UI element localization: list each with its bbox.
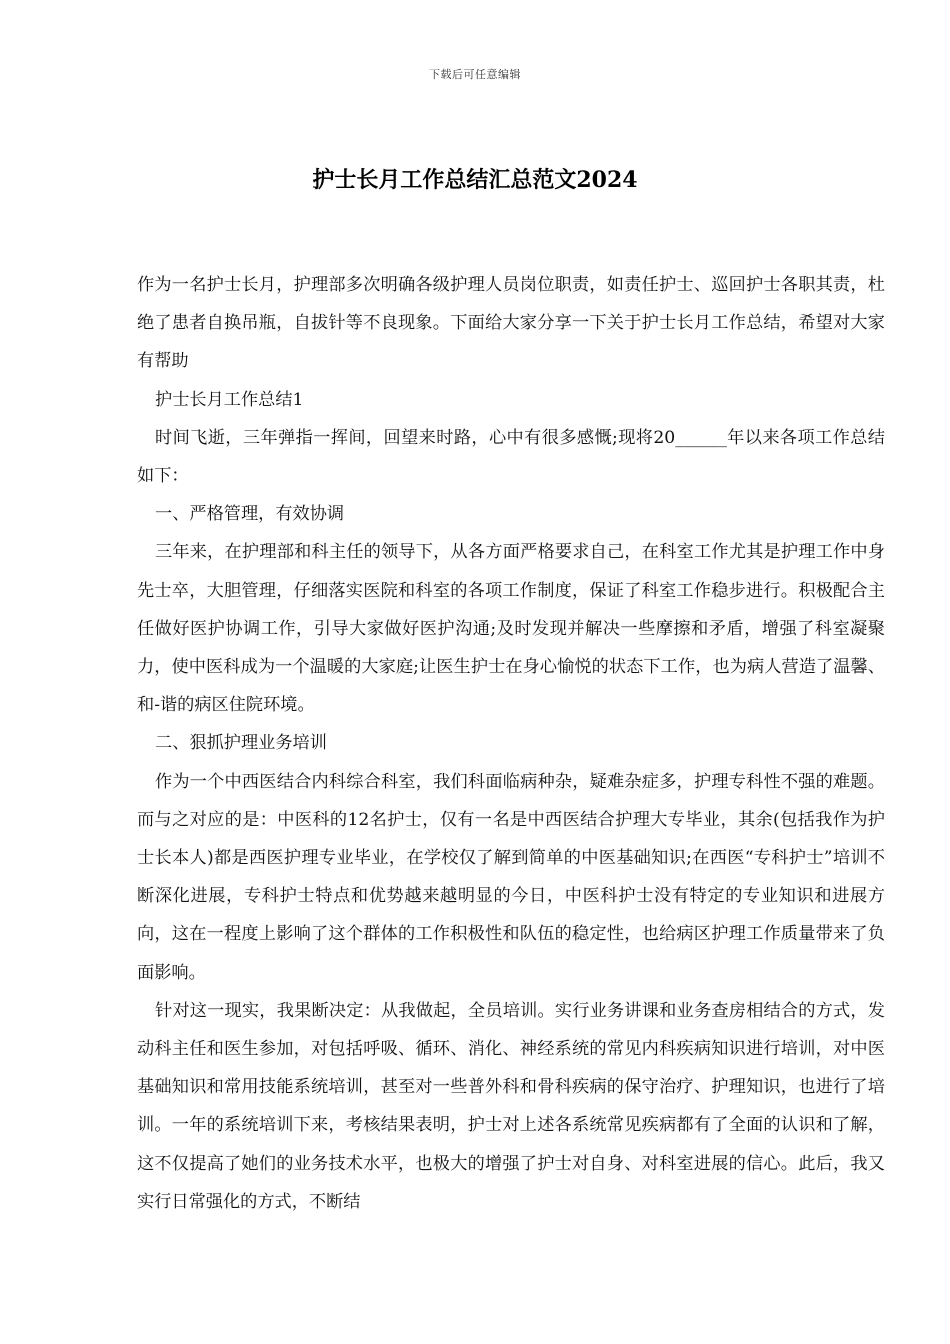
body-paragraph: 三年来，在护理部和科主任的领导下，从各方面严格要求自己，在科室工作尤其是护理工作中身先士卒，大胆管理，仔细落实医院和科室的各项工作制度，保证了科室工作稳步进行。积极配合主任做好医护协调工作，引导大家做好医护沟通;及时发现并解决一些摩擦和矛盾，增强了科室凝聚力，使中医科成为一个温暖的大家庭;让医生护士在身心愉悦的状态下工作，也为病人营造了温馨、和-谐的病区住院环境。 <box>137 542 885 716</box>
section-heading: 护士长月工作总结1 <box>155 389 304 410</box>
body-paragraph: 针对这一现实，我果断决定：从我做起，全员培训。实行业务讲课和业务查房相结合的方式，发动科主任和医生参加，对包括呼吸、循环、消化、神经系统的常见内科疾病知识进行培训，对中医基础知识和常用技能系统培训，甚至对一些普外科和骨科疾病的保守治疗、护理知识，也进行了培训。一年的系统培训下来，考核结果表明，护士对上述各系统常见疾病都有了全面的认识和了解，这不仅提高了她们的业务技术水平，也极大的增强了护士对自身、对科室进展的信心。此后，我又实行日常强化的方式，不断结 <box>137 1000 885 1212</box>
document-title: 护士长月工作总结汇总范文2024 <box>312 167 638 193</box>
subsection-heading: 一、严格管理，有效协调 <box>155 504 345 525</box>
header-note: 下载后可任意编辑 <box>429 68 521 81</box>
body-paragraph: 时间飞逝，三年弹指一挥间，回望来时路，心中有很多感慨;现将20______年以来各项工作总结如下： <box>137 427 885 487</box>
body-paragraph: 作为一个中西医结合内科综合科室，我们科面临病种杂，疑难杂症多，护理专科性不强的难题。而与之对应的是：中医科的12名护士，仅有一名是中西医结合护理大专毕业，其余(包括我作为护士长本人)都是西医护理专业毕业，在学校仅了解到简单的中医基础知识;在西医“专科护士”培训不断深化进展，专科护士特点和优势越来越明显的今日，中医科护士没有特定的专业知识和进展方向，这在一程度上影响了这个群体的工作积极性和队伍的稳定性，也给病区护理工作质量带来了负面影响。 <box>137 771 885 983</box>
intro-paragraph: 作为一名护士长月，护理部多次明确各级护理人员岗位职责，如责任护士、巡回护士各职其责，杜绝了患者自换吊瓶，自拔针等不良现象。下面给大家分享一下关于护士长月工作总结，希望对大家有帮助 <box>137 275 885 372</box>
subsection-heading: 二、狠抓护理业务培训 <box>155 733 327 754</box>
document-body <box>137 266 885 1221</box>
